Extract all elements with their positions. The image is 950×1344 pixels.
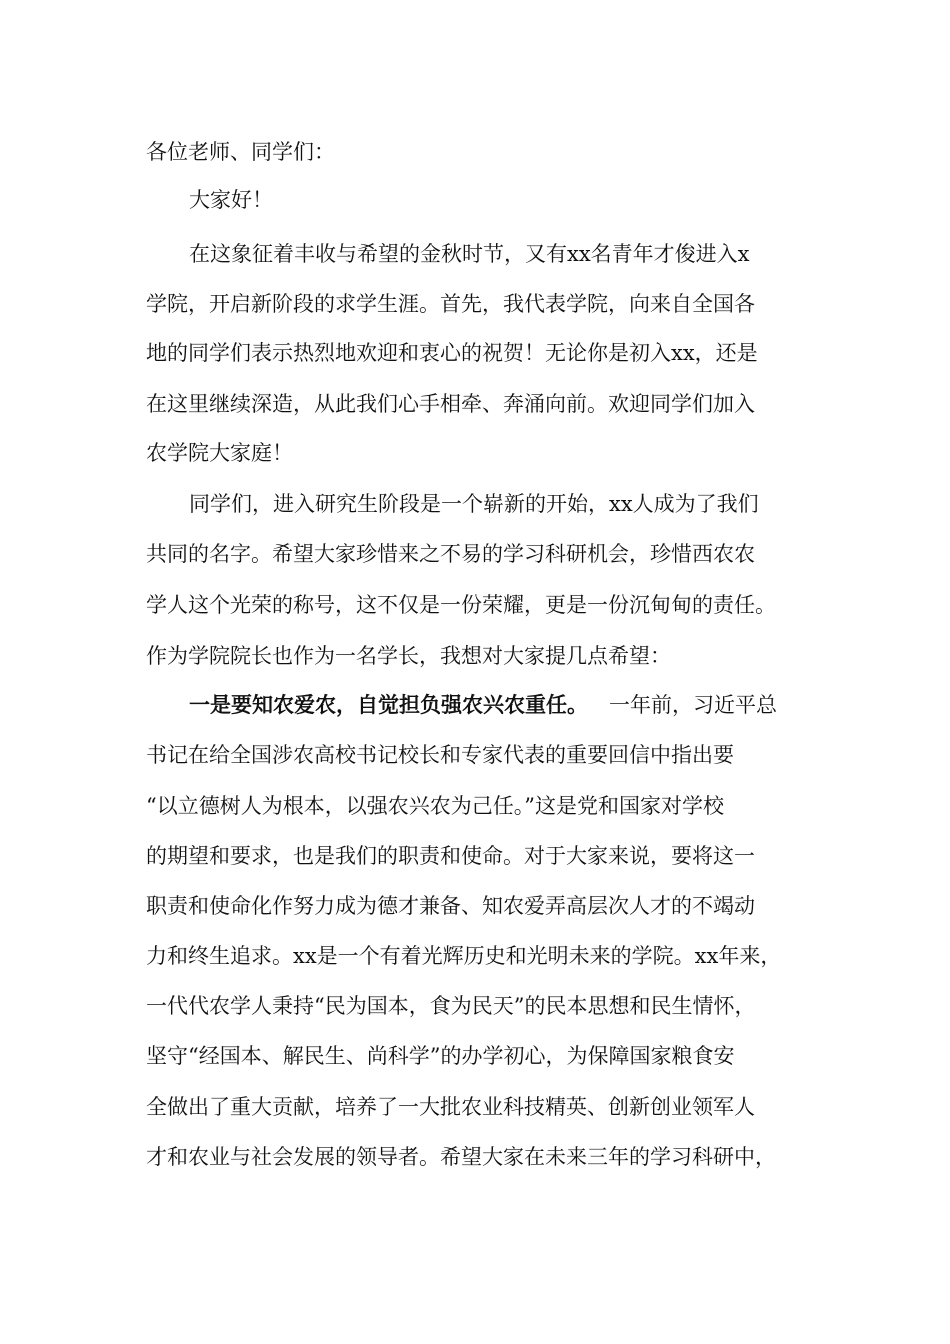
text-line: 作为学院院长也作为一名学长，我想对大家提几点希望： [146,644,671,668]
greeting-line [0,184,950,216]
paragraph-3-line-6 [0,940,950,972]
paragraph-2-line-2 [0,538,950,570]
salutation: 各位老师、同学们： [146,140,335,164]
paragraph-1-line-1 [0,238,950,270]
text-line: 在这象征着丰收与希望的金秋时节，又有xx名青年才俊进入x [189,242,750,266]
text-line: 全做出了重大贡献，培养了一大批农业科技精英、创新创业领军人 [146,1095,755,1119]
paragraph-2-line-3 [0,589,950,621]
greeting: 大家好！ [189,188,273,212]
text-line: “以立德树人为根本，以强农兴农为己任。”这是党和国家对学校 [146,794,724,818]
text-line: 在这里继续深造，从此我们心手相牵、奔涌向前。欢迎同学们加入 [146,392,755,416]
text-line: 共同的名字。希望大家珍惜来之不易的学习科研机会，珍惜西农农 [146,542,755,566]
paragraph-3-line-7 [0,990,950,1022]
paragraph-2-line-4 [0,640,950,672]
text-line: 地的同学们表示热烈地欢迎和衷心的祝贺！无论你是初入xx，还是 [146,341,758,365]
text-line: 农学院大家庭！ [146,441,293,465]
paragraph-3-line-9 [0,1091,950,1123]
paragraph-3-line-10 [0,1141,950,1173]
text-line: 的期望和要求，也是我们的职责和使命。对于大家来说，要将这一 [146,844,755,868]
text-line: 学人这个光荣的称号，这不仅是一份荣耀，更是一份沉甸甸的责任。 [146,593,776,617]
paragraph-3-line-5 [0,890,950,922]
paragraph-3-line-3 [0,790,950,822]
text-line: 一年前，习近平总 [609,693,777,717]
paragraph-1-line-3 [0,337,950,369]
paragraph-3-line-2 [0,739,950,771]
paragraph-1-line-5 [0,437,950,469]
text-line: 一代代农学人秉持“民为国本，食为民天”的民本思想和民生情怀， [146,994,756,1018]
paragraph-3-heading: 一是要知农爱农，自觉担负强农兴农重任。 [189,692,588,717]
text-line: 学院，开启新阶段的求学生涯。首先，我代表学院，向来自全国各 [146,292,755,316]
paragraph-1-line-2 [0,288,950,320]
paragraph-2-line-1 [0,488,950,520]
paragraph-3-line-4 [0,840,950,872]
text-line: 才和农业与社会发展的领导者。希望大家在未来三年的学习科研中， [146,1145,776,1169]
paragraph-3-line-1 [0,689,950,721]
paragraph-3-line-8 [0,1040,950,1072]
text-line: 同学们，进入研究生阶段是一个崭新的开始，xx人成为了我们 [189,492,759,516]
salutation-line [0,136,950,168]
text-line: 力和终生追求。xx是一个有着光辉历史和光明未来的学院。xx年来， [146,944,782,968]
text-line: 坚守“经国本、解民生、尚科学”的办学初心，为保障国家粮食安 [146,1044,735,1068]
text-line: 书记在给全国涉农高校书记校长和专家代表的重要回信中指出要 [146,743,734,767]
text-line: 职责和使命化作努力成为德才兼备、知农爱弄高层次人才的不竭动 [146,894,755,918]
paragraph-1-line-4 [0,388,950,420]
